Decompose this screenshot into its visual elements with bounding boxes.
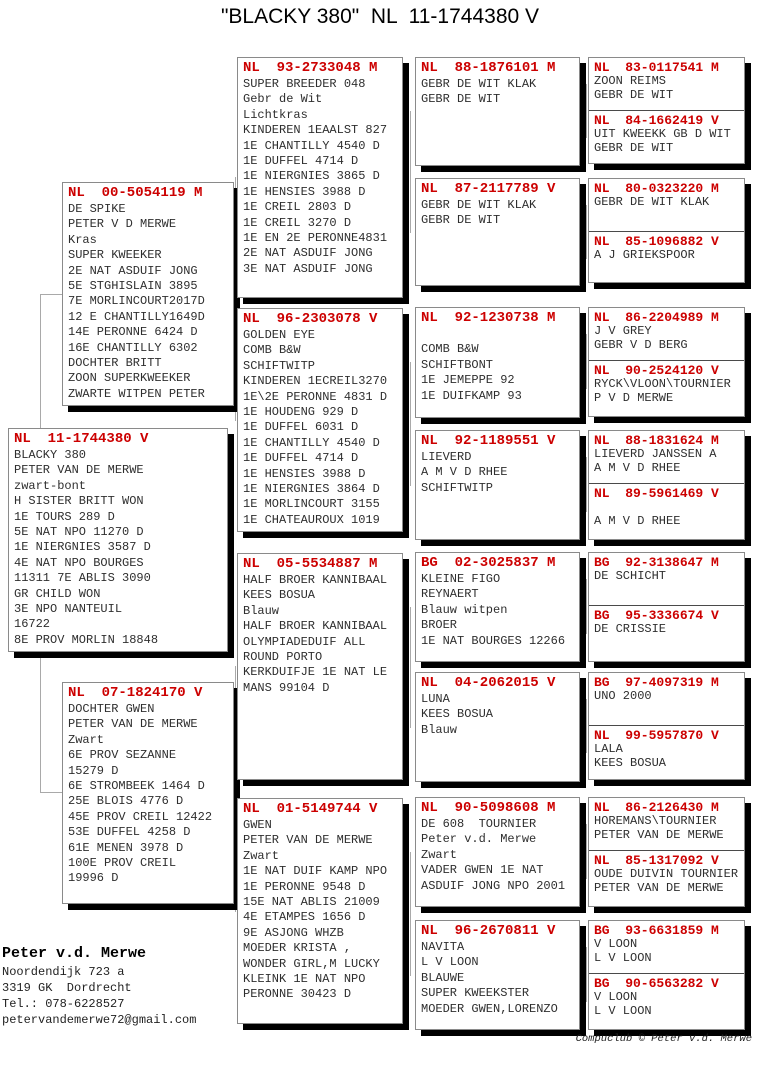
pedigree-line: SUPER BREEDER 048 <box>243 77 366 91</box>
pedigree-line: 1E TOURS 289 D <box>14 509 115 524</box>
pedigree-line: 15279 D <box>68 763 119 778</box>
pedigree-line: 6E PROV SEZANNE <box>68 748 177 763</box>
pedigree-line: GEBR DE WIT KLAK <box>594 196 710 209</box>
pedigree-line: L V LOON <box>594 1004 652 1018</box>
ring-band: NL 86-2126430 M <box>594 800 719 815</box>
pedigree-line: Lichtkras <box>243 107 308 122</box>
pedigree-box-nl-89-5961469-v <box>589 484 744 529</box>
pedigree-line: DOCHTER BRITT <box>68 355 162 370</box>
pedigree-line: 45E PROV CREIL 12422 <box>68 809 213 824</box>
pedigree-line: 4E NAT NPO BOURGES <box>14 555 144 570</box>
pedigree-line: GEBR DE WIT <box>594 88 674 102</box>
ring-band: BG 92-3138647 M <box>594 555 719 570</box>
pedigree-line: 1E JEMEPPE 92 <box>421 373 515 388</box>
pedigree-pair-box <box>588 672 745 780</box>
pedigree-line: COMB B&W <box>243 343 301 358</box>
pedigree-line: 1E NIERGNIES 3587 D <box>14 540 151 555</box>
pedigree-line: 8E PROV MORLIN 18848 <box>14 632 159 647</box>
pedigree-line: PETER VAN DE MERWE <box>594 881 724 895</box>
pedigree-line: 16E CHANTILLY 6302 <box>68 340 198 355</box>
ring-band: NL 11-1744380 V <box>14 431 149 447</box>
pedigree-line: DOCHTER GWEN <box>68 702 155 716</box>
pedigree-line: REYNAERT <box>421 587 479 602</box>
pedigree-box-bg-92-3138647-m <box>589 553 744 606</box>
pedigree-line: P V D MERWE <box>594 391 674 405</box>
pedigree-line: A M V D RHEE <box>594 514 681 528</box>
pedigree-line: BLAUWE <box>421 970 465 985</box>
connector-line <box>410 607 411 728</box>
pedigree-line: KERKDUIFJE 1E NAT LE <box>243 665 388 680</box>
pedigree-line: ASDUIF JONG NPO 2001 <box>421 878 566 893</box>
ring-band: NL 99-5957870 V <box>594 728 719 743</box>
ring-band: NL 84-1662419 V <box>594 113 719 128</box>
connector-line <box>586 457 587 512</box>
ring-band: NL 90-2524120 V <box>594 363 719 378</box>
pedigree-line: PETER VAN DE MERWE <box>68 717 198 732</box>
pedigree-box-bg-95-3336674-v <box>589 606 744 637</box>
pedigree-line: zwart-bont <box>14 478 87 493</box>
pedigree-line: 3E NPO NANTEUIL <box>14 601 123 616</box>
connector-line <box>586 334 587 389</box>
pedigree-line: 1E CHANTILLY 4540 D <box>243 138 380 153</box>
pedigree-line: BLACKY 380 <box>14 448 87 462</box>
pedigree-line: A M V D RHEE <box>594 461 681 475</box>
pedigree-line: 3E NAT ASDUIF JONG <box>243 261 373 276</box>
ring-band: NL 90-5098608 M <box>421 800 556 816</box>
pedigree-line: A J GRIEKSPOOR <box>594 249 695 262</box>
ring-band: NL 04-2062015 V <box>421 675 556 691</box>
pedigree-line: 2E NAT ASDUIF JONG <box>68 263 198 278</box>
pedigree-line: VADER GWEN 1E NAT <box>421 863 544 878</box>
pedigree-box-nl-84-1662419-v <box>589 111 744 156</box>
pedigree-box-nl-96-2670811-v <box>415 920 580 1030</box>
pedigree-box-bg-93-6631859-m <box>589 921 744 974</box>
ring-band: NL 80-0323220 M <box>594 181 719 196</box>
connector-line <box>586 205 587 259</box>
pedigree-line: Zwart <box>421 847 458 862</box>
pedigree-line: GEBR DE WIT KLAK <box>421 77 537 91</box>
pedigree-line: DE SCHICHT <box>594 570 667 583</box>
pedigree-line: SUPER KWEEKER <box>68 248 162 263</box>
ring-band: NL 85-1317092 V <box>594 853 719 868</box>
pedigree-line: 1E NAT BOURGES 12266 <box>421 633 566 648</box>
pedigree-line: 1E CREIL 2803 D <box>243 200 352 215</box>
pedigree-box-nl-01-5149744-v <box>237 798 403 1024</box>
pedigree-line: 1E HENSIES 3988 D <box>243 184 366 199</box>
pedigree-line: Gebr de Wit <box>243 92 323 107</box>
pedigree-line: SCHIFTWITP <box>243 358 316 373</box>
pedigree-line: GWEN <box>243 818 272 832</box>
pedigree-box-nl-92-1189551-v <box>415 430 580 540</box>
owner-address-line: 3319 GK Dordrecht <box>2 981 132 995</box>
pedigree-line: ZOON REIMS <box>594 75 667 88</box>
ring-band: NL 85-1096882 V <box>594 234 719 249</box>
pedigree-line: KLEINE FIGO <box>421 572 501 586</box>
pedigree-line: SUPER KWEEKSTER <box>421 986 530 1001</box>
pedigree-pair-box <box>588 920 745 1030</box>
ring-band: BG 90-6563282 V <box>594 976 719 991</box>
pedigree-line: 1E\2E PERONNE 4831 D <box>243 389 388 404</box>
pedigree-line: L V LOON <box>421 955 479 970</box>
ring-band: BG 95-3336674 V <box>594 608 719 623</box>
pedigree-line: MOEDER KRISTA , <box>243 941 352 956</box>
pedigree-box-nl-88-1831624-m <box>589 431 744 484</box>
pedigree-line: 1E DUFFEL 4714 D <box>243 451 359 466</box>
pedigree-line: A M V D RHEE <box>421 465 508 480</box>
pedigree-line: GOLDEN EYE <box>243 328 316 342</box>
pedigree-line: 1E HENSIES 3988 D <box>243 466 366 481</box>
pedigree-line: 1E CHATEAUROUX 1019 <box>243 512 380 527</box>
pedigree-box-nl-85-1317092-v <box>589 851 744 896</box>
pedigree-line: 1E HOUDENG 929 D <box>243 404 359 419</box>
pedigree-line: Blauw <box>243 603 280 618</box>
pedigree-box-bg-90-6563282-v <box>589 974 744 1019</box>
pedigree-box-nl-83-0117541-m <box>589 58 744 111</box>
pedigree-line: KEES BOSUA <box>421 707 494 722</box>
pedigree-line: 12 E CHANTILLY1649D <box>68 309 205 324</box>
ring-band: NL 96-2670811 V <box>421 923 556 939</box>
pedigree-line: 2E NAT ASDUIF JONG <box>243 246 373 261</box>
connector-line <box>410 362 411 486</box>
pedigree-line: 1E NIERGNIES 3864 D <box>243 481 380 496</box>
connector-line <box>586 699 587 753</box>
pedigree-line: 15E NAT ABLIS 21009 <box>243 894 380 909</box>
pedigree-line: PETER V D MERWE <box>68 217 177 232</box>
pedigree-box-nl-90-2524120-v <box>589 361 744 406</box>
pedigree-line: COMB B&W <box>421 342 479 357</box>
pedigree-line: 5E STGHISLAIN 3895 <box>68 278 198 293</box>
ring-band: NL 01-5149744 V <box>243 801 378 817</box>
pedigree-line: Kras <box>68 232 97 247</box>
pedigree-line <box>594 501 744 515</box>
connector-line <box>40 294 63 295</box>
ring-band: NL 96-2303078 V <box>243 311 378 327</box>
ring-band: NL 92-1230738 M <box>421 310 556 326</box>
pedigree-line: NAVITA <box>421 940 465 954</box>
owner-name: Peter v.d. Merwe <box>2 945 147 962</box>
pedigree-line: 1E DUFFEL 4714 D <box>243 153 359 168</box>
connector-line <box>586 579 587 634</box>
ring-band: NL 88-1876101 M <box>421 60 556 76</box>
pedigree-box-nl-99-5957870-v <box>589 726 744 771</box>
pedigree-box-bg-02-3025837-m <box>415 552 580 662</box>
pedigree-line: SCHIFTWITP <box>421 480 494 495</box>
owner-address-line: Noordendijk 723 a <box>2 965 125 979</box>
pedigree-line: ROUND PORTO <box>243 649 323 664</box>
pedigree-line: DE CRISSIE <box>594 623 667 636</box>
ring-band: NL 92-1189551 V <box>421 433 556 449</box>
pedigree-line: GEBR DE WIT <box>421 213 501 228</box>
owner-phone: Tel.: 078-6228527 <box>2 997 125 1011</box>
ring-band: NL 86-2204989 M <box>594 310 719 325</box>
pedigree-line: OUDE DUIVIN TOURNIER <box>594 868 739 881</box>
pedigree-line: 1E CREIL 3270 D <box>243 215 352 230</box>
pedigree-line: LIEVERD JANSSEN A <box>594 448 717 461</box>
pedigree-line: Blauw <box>421 722 458 737</box>
pedigree-line: KEES BOSUA <box>243 588 316 603</box>
pedigree-line: Zwart <box>243 848 280 863</box>
compuclub-credit: Compuclub © Peter v.d. Merwe <box>575 1033 752 1045</box>
pedigree-box-nl-90-5098608-m <box>415 797 580 907</box>
pedigree-box-nl-07-1824170-v <box>62 682 234 904</box>
ring-band: NL 00-5054119 M <box>68 185 203 201</box>
pedigree-pair-box <box>588 57 745 164</box>
pedigree-pair-box <box>588 307 745 417</box>
pedigree-line: ZWARTE WITPEN PETER <box>68 386 205 401</box>
pedigree-line: LIEVERD <box>421 450 472 464</box>
pedigree-line: DE SPIKE <box>68 202 126 216</box>
ring-band: NL 05-5534887 M <box>243 556 378 572</box>
ring-band: BG 02-3025837 M <box>421 555 556 571</box>
pedigree-line: KLEINK 1E NAT NPO <box>243 971 366 986</box>
connector-line <box>586 947 587 1002</box>
pedigree-pair-box <box>588 178 745 283</box>
pedigree-line: ZOON SUPERKWEEKER <box>68 371 191 386</box>
pedigree-line: H SISTER BRITT WON <box>14 494 144 509</box>
pedigree-line: HALF BROER KANNIBAAL <box>243 619 388 634</box>
pedigree-line: V LOON <box>594 938 638 951</box>
ring-band: BG 97-4097319 M <box>594 675 719 690</box>
ring-band: NL 88-1831624 M <box>594 433 719 448</box>
connector-line <box>586 824 587 879</box>
page-title: "BLACKY 380" NL 11-1744380 V <box>220 5 540 28</box>
pedigree-line: 1E PERONNE 9548 D <box>243 879 366 894</box>
pedigree-box-nl-80-0323220-m <box>589 179 744 232</box>
pedigree-line: 1E NAT DUIF KAMP NPO <box>243 864 388 879</box>
pedigree-line: Zwart <box>68 732 105 747</box>
pedigree-line <box>421 327 579 342</box>
pedigree-pair-box <box>588 797 745 907</box>
pedigree-line: 4E ETAMPES 1656 D <box>243 910 366 925</box>
pedigree-box-bg-97-4097319-m <box>589 673 744 726</box>
pedigree-pair-box <box>588 552 745 662</box>
pedigree-box-nl-87-2117789-v <box>415 178 580 286</box>
pedigree-line: GEBR DE WIT KLAK <box>421 198 537 212</box>
pedigree-box-nl-96-2303078-v <box>237 308 403 532</box>
pedigree-line: GEBR DE WIT <box>594 141 674 155</box>
pedigree-line: 1E EN 2E PERONNE4831 <box>243 230 388 245</box>
pedigree-line: WONDER GIRL,M LUCKY <box>243 956 380 971</box>
pedigree-line: KEES BOSUA <box>594 756 667 770</box>
pedigree-box-nl-93-2733048-m <box>237 57 403 298</box>
pedigree-line: HALF BROER KANNIBAAL <box>243 573 388 587</box>
pedigree-box-nl-05-5534887-m <box>237 553 403 780</box>
pedigree-line: Blauw witpen <box>421 602 508 617</box>
pedigree-line: LALA <box>594 743 623 756</box>
pedigree-line: UNO 2000 <box>594 690 652 703</box>
pedigree-line: PETER VAN DE MERWE <box>594 828 724 842</box>
pedigree-line: Peter v.d. Merwe <box>421 832 537 847</box>
pedigree-line: PERONNE 30423 D <box>243 987 352 1002</box>
pedigree-line: GEBR V D BERG <box>594 338 688 352</box>
pedigree-box-nl-11-1744380-v <box>8 428 228 652</box>
connector-line <box>410 852 411 976</box>
pedigree-line: L V LOON <box>594 951 652 965</box>
pedigree-box-nl-00-5054119-m <box>62 182 234 406</box>
pedigree-line: UIT KWEEKK GB D WIT <box>594 128 731 141</box>
pedigree-line: PETER VAN DE MERWE <box>14 463 144 478</box>
pedigree-box-nl-86-2126430-m <box>589 798 744 851</box>
pedigree-line: 25E BLOIS 4776 D <box>68 794 184 809</box>
pedigree-line: 61E MENEN 3978 D <box>68 840 184 855</box>
ring-band: NL 87-2117789 V <box>421 181 556 197</box>
pedigree-line: RYCK\VLOON\TOURNIER <box>594 378 731 391</box>
pedigree-line: 14E PERONNE 6424 D <box>68 325 198 340</box>
connector-line <box>40 792 63 793</box>
pedigree-line: 6E STROMBEEK 1464 D <box>68 778 205 793</box>
pedigree-line: GEBR DE WIT <box>421 92 501 107</box>
pedigree-line: 1E CHANTILLY 4540 D <box>243 435 380 450</box>
pedigree-line: 9E ASJONG WHZB <box>243 925 344 940</box>
pedigree-box-nl-88-1876101-m <box>415 57 580 166</box>
pedigree-line: BROER <box>421 618 458 633</box>
pedigree-line: MANS 99104 D <box>243 680 330 695</box>
pedigree-box-nl-86-2204989-m <box>589 308 744 361</box>
pedigree-box-nl-85-1096882-v <box>589 232 744 263</box>
pedigree-line: 5E NAT NPO 11270 D <box>14 524 144 539</box>
ring-band: NL 07-1824170 V <box>68 685 203 701</box>
pedigree-line: 1E DUIFKAMP 93 <box>421 388 522 403</box>
pedigree-line: GR CHILD WON <box>14 586 101 601</box>
ring-band: NL 83-0117541 M <box>594 60 719 75</box>
owner-footer <box>2 944 196 1028</box>
pedigree-line: 1E DUFFEL 6031 D <box>243 420 359 435</box>
pedigree-line: 1E NIERGNIES 3865 D <box>243 169 380 184</box>
pedigree-line: MOEDER GWEN,LORENZO <box>421 1001 558 1016</box>
pedigree-line: 11311 7E ABLIS 3090 <box>14 571 151 586</box>
pedigree-line: HOREMANS\TOURNIER <box>594 815 717 828</box>
ring-band: NL 93-2733048 M <box>243 60 378 76</box>
pedigree-line: 1E MORLINCOURT 3155 <box>243 497 380 512</box>
ring-band: BG 93-6631859 M <box>594 923 719 938</box>
pedigree-line: PETER VAN DE MERWE <box>243 833 373 848</box>
pedigree-line: 53E DUFFEL 4258 D <box>68 825 191 840</box>
connector-line <box>235 666 236 912</box>
pedigree-box-nl-04-2062015-v <box>415 672 580 782</box>
pedigree-line: J V GREY <box>594 325 652 338</box>
connector-line <box>586 84 587 138</box>
pedigree-line: 7E MORLINCOURT2017D <box>68 294 205 309</box>
pedigree-line: 100E PROV CREIL <box>68 855 177 870</box>
owner-email: petervandemerwe72@gmail.com <box>2 1013 197 1027</box>
pedigree-line: 19996 D <box>68 871 119 886</box>
pedigree-pair-box <box>588 430 745 540</box>
connector-line <box>410 111 411 233</box>
ring-band: NL 89-5961469 V <box>594 486 719 501</box>
pedigree-line: DE 608 TOURNIER <box>421 817 537 831</box>
pedigree-line: LUNA <box>421 692 450 706</box>
pedigree-line: V LOON <box>594 991 638 1004</box>
pedigree-line: KINDEREN 1ECREIL3270 <box>243 374 388 389</box>
pedigree-line: OLYMPIADEDUIF ALL <box>243 634 366 649</box>
pedigree-line: SCHIFTBONT <box>421 357 494 372</box>
pedigree-box-nl-92-1230738-m <box>415 307 580 418</box>
pedigree-line: 16722 <box>14 617 51 632</box>
pedigree-line: KINDEREN 1EAALST 827 <box>243 123 388 138</box>
connector-line <box>235 177 236 421</box>
